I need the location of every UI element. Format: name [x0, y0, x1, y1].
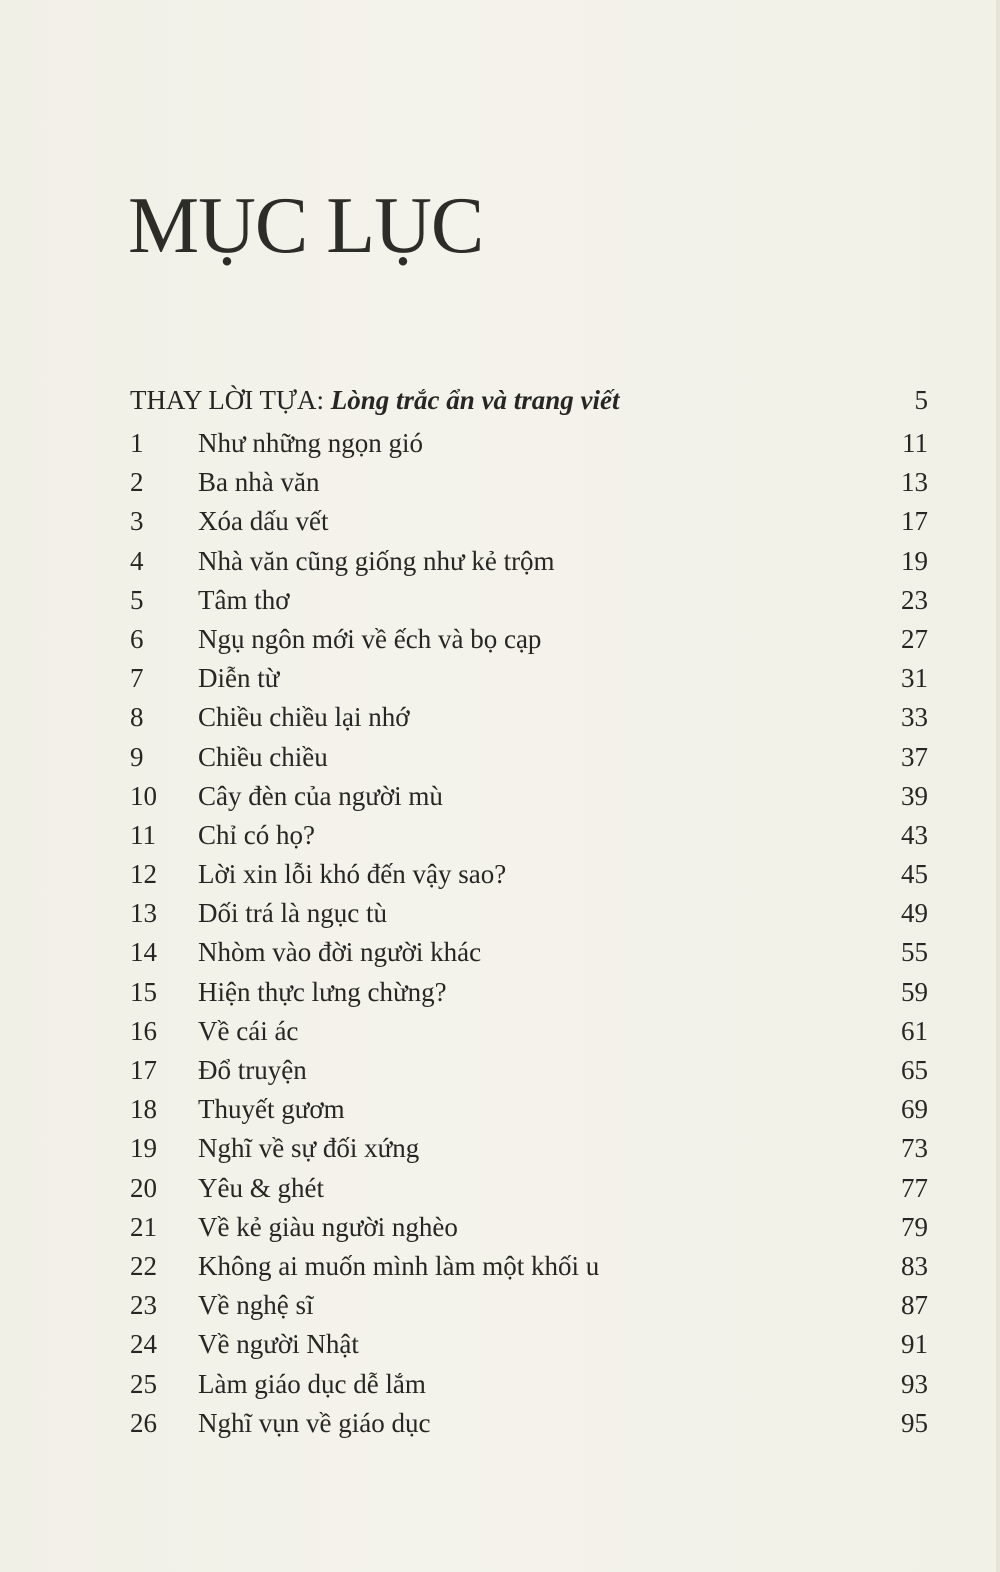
toc-row	[130, 1129, 928, 1168]
chapter-number: 11	[130, 819, 156, 850]
preface-title: Lòng trắc ẩn và trang viết	[330, 385, 620, 415]
chapter-title: Hiện thực lưng chừng?	[198, 976, 447, 1007]
chapter-title: Cây đèn của người mù	[198, 780, 443, 811]
chapter-page-number: 31	[901, 663, 928, 694]
chapter-page-number: 55	[901, 937, 928, 968]
chapter-number: 15	[130, 976, 157, 1007]
chapter-page-number: 27	[901, 623, 928, 654]
chapter-title: Xóa dấu vết	[198, 506, 329, 537]
chapter-title: Lời xin lỗi khó đến vậy sao?	[198, 859, 507, 890]
toc-row	[130, 1208, 928, 1247]
toc-row	[130, 502, 928, 541]
preface-entry	[130, 380, 619, 420]
chapter-title: Như những ngọn gió	[198, 428, 424, 458]
table-of-contents	[130, 380, 928, 1443]
chapter-title: Nghĩ vụn về giáo dục	[198, 1407, 431, 1438]
chapter-title: Về cái ác	[198, 1015, 299, 1046]
chapter-number: 8	[130, 702, 144, 733]
chapter-number: 6	[130, 623, 144, 654]
chapter-page-number: 11	[902, 428, 928, 458]
chapter-number: 3	[130, 506, 144, 537]
chapter-number: 25	[130, 1368, 157, 1399]
toc-row	[130, 1365, 928, 1404]
chapter-number: 21	[130, 1211, 157, 1242]
chapter-number: 18	[130, 1094, 157, 1125]
chapter-number: 7	[130, 663, 144, 694]
toc-row	[130, 542, 928, 581]
chapter-title: Dối trá là ngục tù	[198, 898, 387, 929]
toc-row	[130, 894, 928, 933]
chapter-number: 10	[130, 780, 157, 811]
chapter-page-number: 37	[901, 741, 928, 772]
chapter-title: Nghĩ về sự đối xứng	[198, 1133, 420, 1164]
chapter-page-number: 33	[901, 702, 928, 733]
chapter-title: Về người Nhật	[198, 1329, 359, 1360]
toc-row	[130, 1286, 928, 1325]
chapter-page-number: 17	[901, 506, 928, 537]
chapter-page-number: 87	[901, 1290, 928, 1321]
chapter-title: Nhòm vào đời người khác	[198, 937, 482, 968]
chapter-title: Làm giáo dục dễ lắm	[198, 1368, 426, 1399]
chapter-number: 4	[130, 545, 144, 576]
toc-row	[130, 620, 928, 659]
chapter-title: Yêu & ghét	[198, 1172, 324, 1203]
chapter-page-number: 95	[901, 1407, 928, 1438]
chapter-page-number: 73	[901, 1133, 928, 1164]
toc-row	[130, 1404, 928, 1443]
chapter-page-number: 61	[901, 1015, 928, 1046]
chapter-number: 12	[130, 859, 157, 890]
chapter-page-number: 23	[901, 584, 928, 615]
chapter-number: 22	[130, 1250, 157, 1281]
chapter-page-number: 65	[901, 1055, 928, 1085]
chapter-page-number: 93	[901, 1368, 928, 1399]
chapter-number: 1	[130, 428, 144, 458]
chapter-page-number: 79	[901, 1211, 928, 1242]
chapter-title: Ngụ ngôn mới về ếch và bọ cạp	[198, 623, 542, 654]
chapter-title: Tâm thơ	[198, 584, 290, 615]
toc-row	[130, 777, 928, 816]
chapter-title: Về nghệ sĩ	[198, 1290, 314, 1321]
chapter-page-number: 83	[901, 1250, 928, 1281]
chapter-number: 5	[130, 584, 144, 615]
chapter-page-number: 49	[901, 898, 928, 929]
chapter-page-number: 13	[901, 467, 928, 498]
toc-row	[130, 659, 928, 698]
toc-row	[130, 1012, 928, 1051]
page-edge	[996, 0, 1000, 1572]
toc-preface-row	[130, 380, 928, 424]
chapter-number: 17	[130, 1055, 157, 1085]
chapter-title: Chiều chiều	[198, 741, 328, 772]
chapter-title: Chỉ có họ?	[198, 819, 315, 850]
toc-row	[130, 973, 928, 1012]
toc-row	[130, 1247, 928, 1286]
toc-row	[130, 1325, 928, 1364]
chapter-title: Đổ truyện	[198, 1055, 307, 1085]
preface-page-number: 5	[914, 385, 928, 415]
chapter-number: 26	[130, 1407, 157, 1438]
toc-row	[130, 816, 928, 855]
chapter-page-number: 43	[901, 819, 928, 850]
toc-row	[130, 463, 928, 502]
chapter-page-number: 77	[901, 1172, 928, 1203]
chapter-title: Không ai muốn mình làm một khối u	[198, 1250, 600, 1281]
toc-row	[130, 424, 928, 463]
chapter-page-number: 45	[901, 859, 928, 890]
chapter-page-number: 69	[901, 1094, 928, 1125]
preface-label: THAY LỜI TỰA:	[130, 385, 331, 415]
chapter-number: 9	[130, 741, 144, 772]
chapter-number: 19	[130, 1133, 157, 1164]
chapter-title: Ba nhà văn	[198, 467, 320, 498]
chapter-title: Nhà văn cũng giống như kẻ trộm	[198, 545, 555, 576]
chapter-title: Diễn từ	[198, 663, 280, 694]
toc-row	[130, 1051, 928, 1090]
chapter-number: 16	[130, 1015, 157, 1046]
page-title: MỤC LỤC	[128, 182, 484, 270]
chapter-title: Chiều chiều lại nhớ	[198, 702, 410, 733]
toc-row	[130, 738, 928, 777]
chapter-number: 13	[130, 898, 157, 929]
toc-row	[130, 933, 928, 972]
chapter-number: 20	[130, 1172, 157, 1203]
toc-row	[130, 1090, 928, 1129]
toc-row	[130, 581, 928, 620]
chapter-page-number: 91	[901, 1329, 928, 1360]
toc-row	[130, 1169, 928, 1208]
chapter-title: Về kẻ giàu người nghèo	[198, 1211, 458, 1242]
chapter-number: 24	[130, 1329, 157, 1360]
chapter-page-number: 19	[901, 545, 928, 576]
chapter-page-number: 39	[901, 780, 928, 811]
chapter-title: Thuyết gươm	[198, 1094, 345, 1125]
chapter-page-number: 59	[901, 976, 928, 1007]
chapter-number: 14	[130, 937, 157, 968]
toc-row	[130, 855, 928, 894]
toc-row	[130, 698, 928, 737]
chapter-number: 23	[130, 1290, 157, 1321]
chapter-number: 2	[130, 467, 144, 498]
